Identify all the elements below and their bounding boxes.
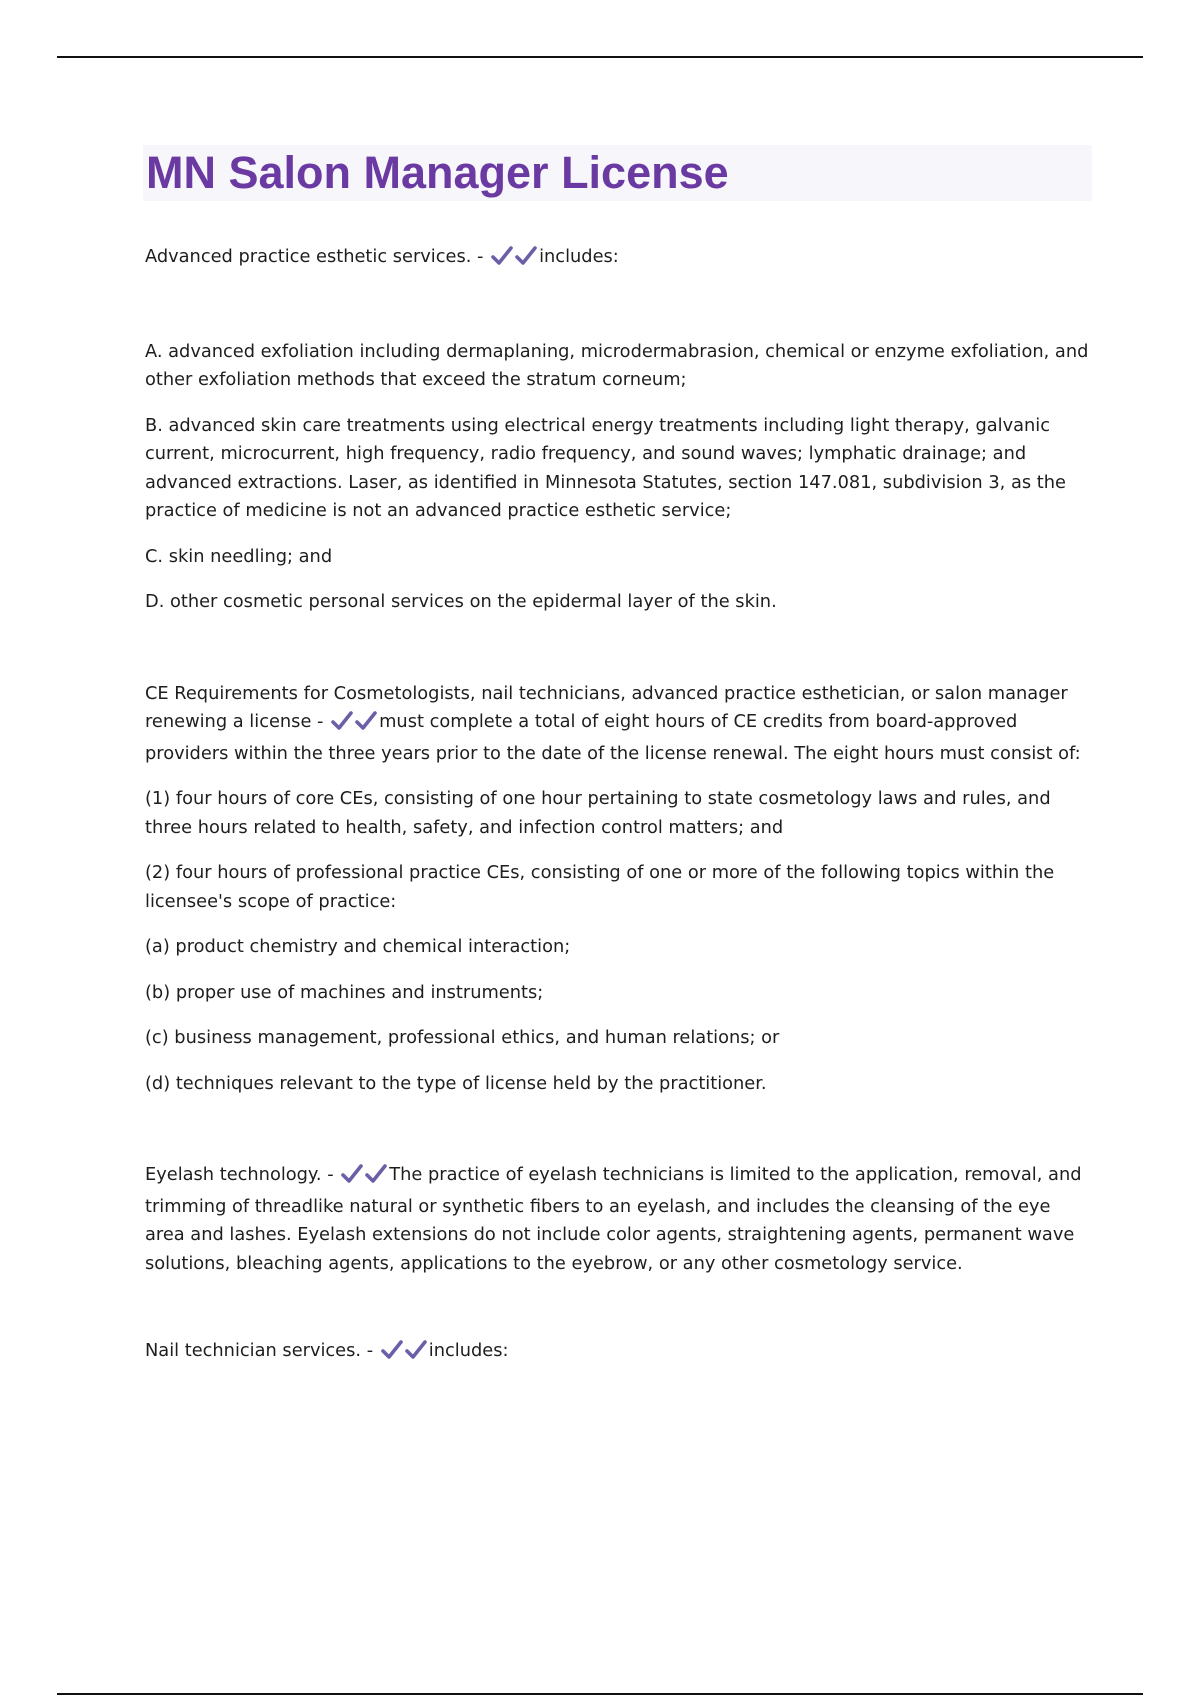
card-question: [145, 1337, 1090, 1369]
card-question: [145, 1161, 1090, 1278]
card-answer: The practice of eyelash technicians is limited to the application, removal, and trimming of threadlike natural or synthetic fibers to an eyelash, and includes the cleansing of the eye area and lashes. Eyelash extensions do not include color agents, straightening agents, permanent wave solutions, bleaching agents, applications to the eyebrow, or any other cosmetology service.: [145, 1164, 1082, 1274]
card-term: Nail technician services. -: [145, 1340, 374, 1361]
list-item: (c) business management, professional ethics, and human relations; or: [145, 1027, 780, 1048]
list-item: A. advanced exfoliation including dermaplaning, microdermabrasion, chemical or enzyme exfoliation, and other exfoliation methods that exceed the stratum corneum;: [145, 340, 1089, 390]
card-question: [145, 680, 1090, 769]
list-item: (b) proper use of machines and instruments;: [145, 981, 544, 1003]
card-question: [145, 243, 1090, 275]
spacer: [145, 1295, 1090, 1337]
card-answer: must complete a total of eight hours of CE credits from board-approved providers within the three years prior to the date of the license renewal. The eight hours must consist of:: [145, 711, 1081, 764]
spacer: [145, 634, 1090, 680]
check-marks-icon: [490, 246, 538, 275]
page-title: MN Salon Manager License: [146, 147, 729, 198]
card-term: Eyelash technology. -: [145, 1164, 334, 1185]
top-rule: [57, 56, 1143, 58]
list-item: (d) techniques relevant to the type of license held by the practitioner.: [145, 1072, 767, 1094]
card-term: CE Requirements for Cosmetologists, nail technicians, advanced practice esthetician, or salon manager renewing a license -: [145, 682, 1068, 732]
list-item: (a) product chemistry and chemical interaction;: [145, 936, 571, 957]
list-item: D. other cosmetic personal services on the epidermal layer of the skin.: [145, 591, 777, 612]
card-answer: includes:: [428, 1340, 509, 1361]
list-item: B. advanced skin care treatments using electrical energy treatments including light therapy, galvanic current, microcurrent, high frequency, radio frequency, and sound waves; lymphatic drainage; and advanced extractions. Laser, as identified in Minnesota Statutes, section 147.081, subdivision 3, as the practice of medicine is not an advanced practice esthetic service;: [145, 414, 1066, 521]
list-item: (2) four hours of professional practice CEs, consisting of one or more of the following topics within the licensee's scope of practice:: [145, 862, 1055, 912]
card-answer: includes:: [539, 246, 619, 267]
document-body: [145, 243, 1090, 1386]
bottom-rule: [57, 1693, 1143, 1695]
check-marks-icon: [330, 711, 378, 740]
check-marks-icon: [380, 1340, 428, 1369]
list-item: C. skin needling; and: [145, 545, 333, 567]
card-term: Advanced practice esthetic services. -: [145, 246, 484, 267]
spacer: [145, 292, 1090, 338]
check-marks-icon: [340, 1164, 388, 1193]
spacer: [145, 1115, 1090, 1161]
list-item: (1) four hours of core CEs, consisting of one hour pertaining to state cosmetology laws and rules, and three hours related to health, safety, and infection control matters; and: [145, 788, 1051, 838]
